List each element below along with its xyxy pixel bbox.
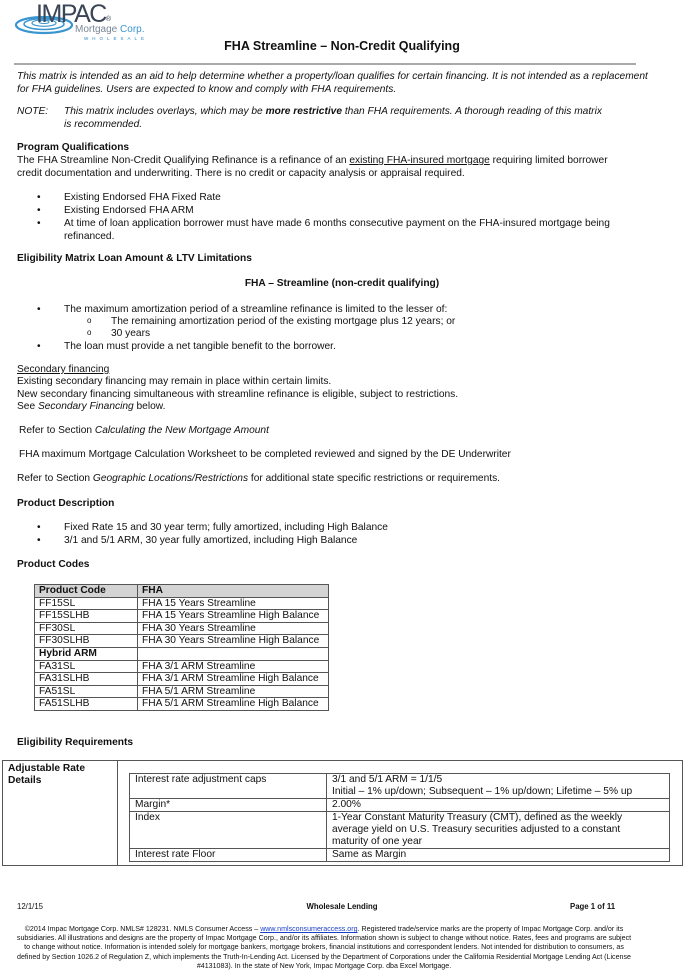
product-code-cell: FA51SL	[35, 685, 138, 698]
footer-date: 12/1/15	[17, 902, 44, 911]
detail-value: 2.00%	[327, 799, 670, 812]
logo-subtitle: Mortgage Corp.	[75, 24, 145, 35]
product-name-cell: FHA 30 Years Streamline High Balance	[138, 635, 329, 648]
list-item: Existing Endorsed FHA Fixed Rate	[64, 192, 221, 203]
product-code-cell: FF15SLHB	[35, 610, 138, 623]
bullet-icon: •	[37, 522, 41, 533]
detail-value: Same as Margin	[327, 849, 670, 862]
detail-value: 3/1 and 5/1 ARM = 1/1/5 Initial – 1% up/down; Subsequent – 1% up/down; Lifetime – 5% up	[327, 774, 670, 799]
note-text: This matrix includes overlays, which may be more restrictive than FHA requirements. A thorough reading of this matrix is recommended.	[64, 106, 602, 130]
bullet-icon: •	[37, 535, 41, 546]
list-item: The maximum amortization period of a streamline refinance is limited to the lesser of:	[64, 304, 448, 315]
table-row	[35, 597, 329, 610]
refer-calc-text: Refer to Section Calculating the New Mortgage Amount	[19, 425, 269, 436]
product-name-cell: FHA 3/1 ARM Streamline High Balance	[138, 673, 329, 686]
eligibility-requirements-heading: Eligibility Requirements	[17, 737, 134, 748]
product-code-cell: FF15SL	[35, 597, 138, 610]
logo-brand: IMPAC®	[36, 0, 111, 28]
detail-key: Margin*	[130, 799, 327, 812]
note-label: NOTE:	[17, 106, 49, 117]
table-row	[35, 610, 329, 623]
product-name-cell: FHA 3/1 ARM Streamline	[138, 660, 329, 673]
bullet-icon: •	[37, 304, 41, 315]
impac-logo	[14, 2, 154, 44]
product-name-cell	[138, 647, 329, 660]
product-code-cell: FA51SLHB	[35, 698, 138, 711]
product-code-cell: FA31SLHB	[35, 673, 138, 686]
secondary-line-2: New secondary financing simultaneous with streamline refinance is eligible, subject to restrictions.	[17, 389, 459, 400]
eligibility-matrix-heading: Eligibility Matrix Loan Amount & LTV Limitations	[17, 253, 252, 264]
table-row	[130, 799, 670, 812]
column-header: Product Code	[35, 585, 138, 598]
product-codes-table	[34, 584, 329, 711]
program-text: The FHA Streamline Non-Credit Qualifying Refinance is a refinance of an existing FHA-insured mortgage requiring limited borrower credit documentation and underwriting. There is no credit or capacity analysis or appraisal required.	[17, 155, 608, 179]
table-row	[130, 812, 670, 849]
refer-geo-text: Refer to Section Geographic Locations/Restrictions for additional state specific restrictions or requirements.	[17, 473, 501, 484]
legal-disclaimer: ©2014 Impac Mortgage Corp. NMLS# 128231. NMLS Consumer Access – www.nmlsconsumeraccess.org. Registered trade/service marks are the property of Impac Mortgage Corp. and/or its subsidiaries. All illustrations and designs are the property of Impac Mortgage Corp., and/or its affiliates. Information shown is subject to change without notice. Rates, fees and programs are subject to change without notice. Information is intended solely for mortgage bankers, mortgage brokers, financial institutions and correspondent lenders. Not intended for distribution to consumers, as defined by Section 1026.2 of Regulation Z, which implements the Truth-In-Lending Act. Licensed by the Department of Corporations under the California Residential Mortgage Lending Act (License #4131083). In the state of New York, Impac Mortgage Corp. dba Excel Mortgage.	[16, 925, 632, 970]
column-header: FHA	[138, 585, 329, 598]
bullet-icon: •	[37, 341, 41, 352]
secondary-financing-heading: Secondary financing	[17, 364, 110, 375]
secondary-line-1: Existing secondary financing may remain in place within certain limits.	[17, 376, 332, 387]
detail-key: Index	[130, 812, 327, 849]
table-row	[35, 673, 329, 686]
worksheet-text: FHA maximum Mortgage Calculation Worksheet to be completed reviewed and signed by the DE Underwriter	[19, 449, 511, 460]
sub-list-item: The remaining amortization period of the existing mortgage plus 12 years; or	[111, 316, 456, 327]
secondary-line-3: See Secondary Financing below.	[17, 401, 166, 412]
table-row	[130, 774, 670, 799]
product-name-cell: FHA 15 Years Streamline	[138, 597, 329, 610]
bullet-icon: •	[37, 205, 41, 216]
sub-bullet-icon: o	[87, 328, 92, 337]
detail-value: 1-Year Constant Maturity Treasury (CMT), defined as the weekly average yield on U.S. Treasury securities adjusted to a constant maturity of one year	[327, 812, 670, 849]
list-item: The loan must provide a net tangible benefit to the borrower.	[64, 341, 336, 352]
table-row	[35, 698, 329, 711]
product-name-cell: FHA 30 Years Streamline	[138, 622, 329, 635]
logo-wholesale: WHOLESALE	[84, 36, 149, 41]
product-name-cell: FHA 5/1 ARM Streamline	[138, 685, 329, 698]
sub-bullet-icon: o	[87, 316, 92, 325]
sub-list-item: 30 years	[111, 328, 151, 339]
list-item: Existing Endorsed FHA ARM	[64, 205, 194, 216]
adjustable-rate-details-table	[129, 773, 670, 862]
eligibility-matrix-subheading: FHA – Streamline (non-credit qualifying)	[244, 278, 440, 289]
program-heading: Program Qualifications	[17, 142, 130, 153]
table-header-row	[35, 585, 329, 598]
product-name-cell: FHA 5/1 ARM Streamline High Balance	[138, 698, 329, 711]
nmls-consumer-access-link[interactable]: www.nmlsconsumeraccess.org	[260, 925, 358, 933]
list-item: At time of loan application borrower must have made 6 months consecutive payment on the FHA-insured mortgage being	[64, 218, 610, 229]
list-item-continued: refinanced.	[64, 231, 115, 242]
bullet-icon: •	[37, 192, 41, 203]
list-item: 3/1 and 5/1 ARM, 30 year fully amortized, including High Balance	[64, 535, 358, 546]
adjustable-rate-label: Adjustable Rate Details	[3, 761, 118, 865]
table-row	[35, 660, 329, 673]
product-name-cell: FHA 15 Years Streamline High Balance	[138, 610, 329, 623]
product-codes-heading: Product Codes	[17, 559, 90, 570]
page-number: Page 1 of 11	[570, 902, 616, 911]
footer-center: Wholesale Lending	[306, 902, 378, 911]
product-code-cell: FF30SLHB	[35, 635, 138, 648]
table-row	[35, 622, 329, 635]
title-divider	[14, 63, 636, 65]
group-label-cell: Hybrid ARM	[35, 647, 138, 660]
table-row	[35, 685, 329, 698]
detail-key: Interest rate Floor	[130, 849, 327, 862]
page-title: FHA Streamline – Non-Credit Qualifying	[224, 39, 460, 53]
list-item: Fixed Rate 15 and 30 year term; fully amortized, including High Balance	[64, 522, 388, 533]
intro-text: This matrix is intended as an aid to help determine whether a property/loan qualifies for certain financing. It is not intended as a replacement for FHA guidelines. Users are expected to know and comply with FHA requirements.	[17, 71, 648, 95]
product-code-cell: FF30SL	[35, 622, 138, 635]
table-row	[130, 849, 670, 862]
detail-key: Interest rate adjustment caps	[130, 774, 327, 799]
eligibility-requirements-table	[2, 760, 683, 866]
table-group-row	[35, 647, 329, 660]
bullet-icon: •	[37, 218, 41, 229]
product-code-cell: FA31SL	[35, 660, 138, 673]
table-row	[35, 635, 329, 648]
product-description-heading: Product Description	[17, 498, 115, 509]
